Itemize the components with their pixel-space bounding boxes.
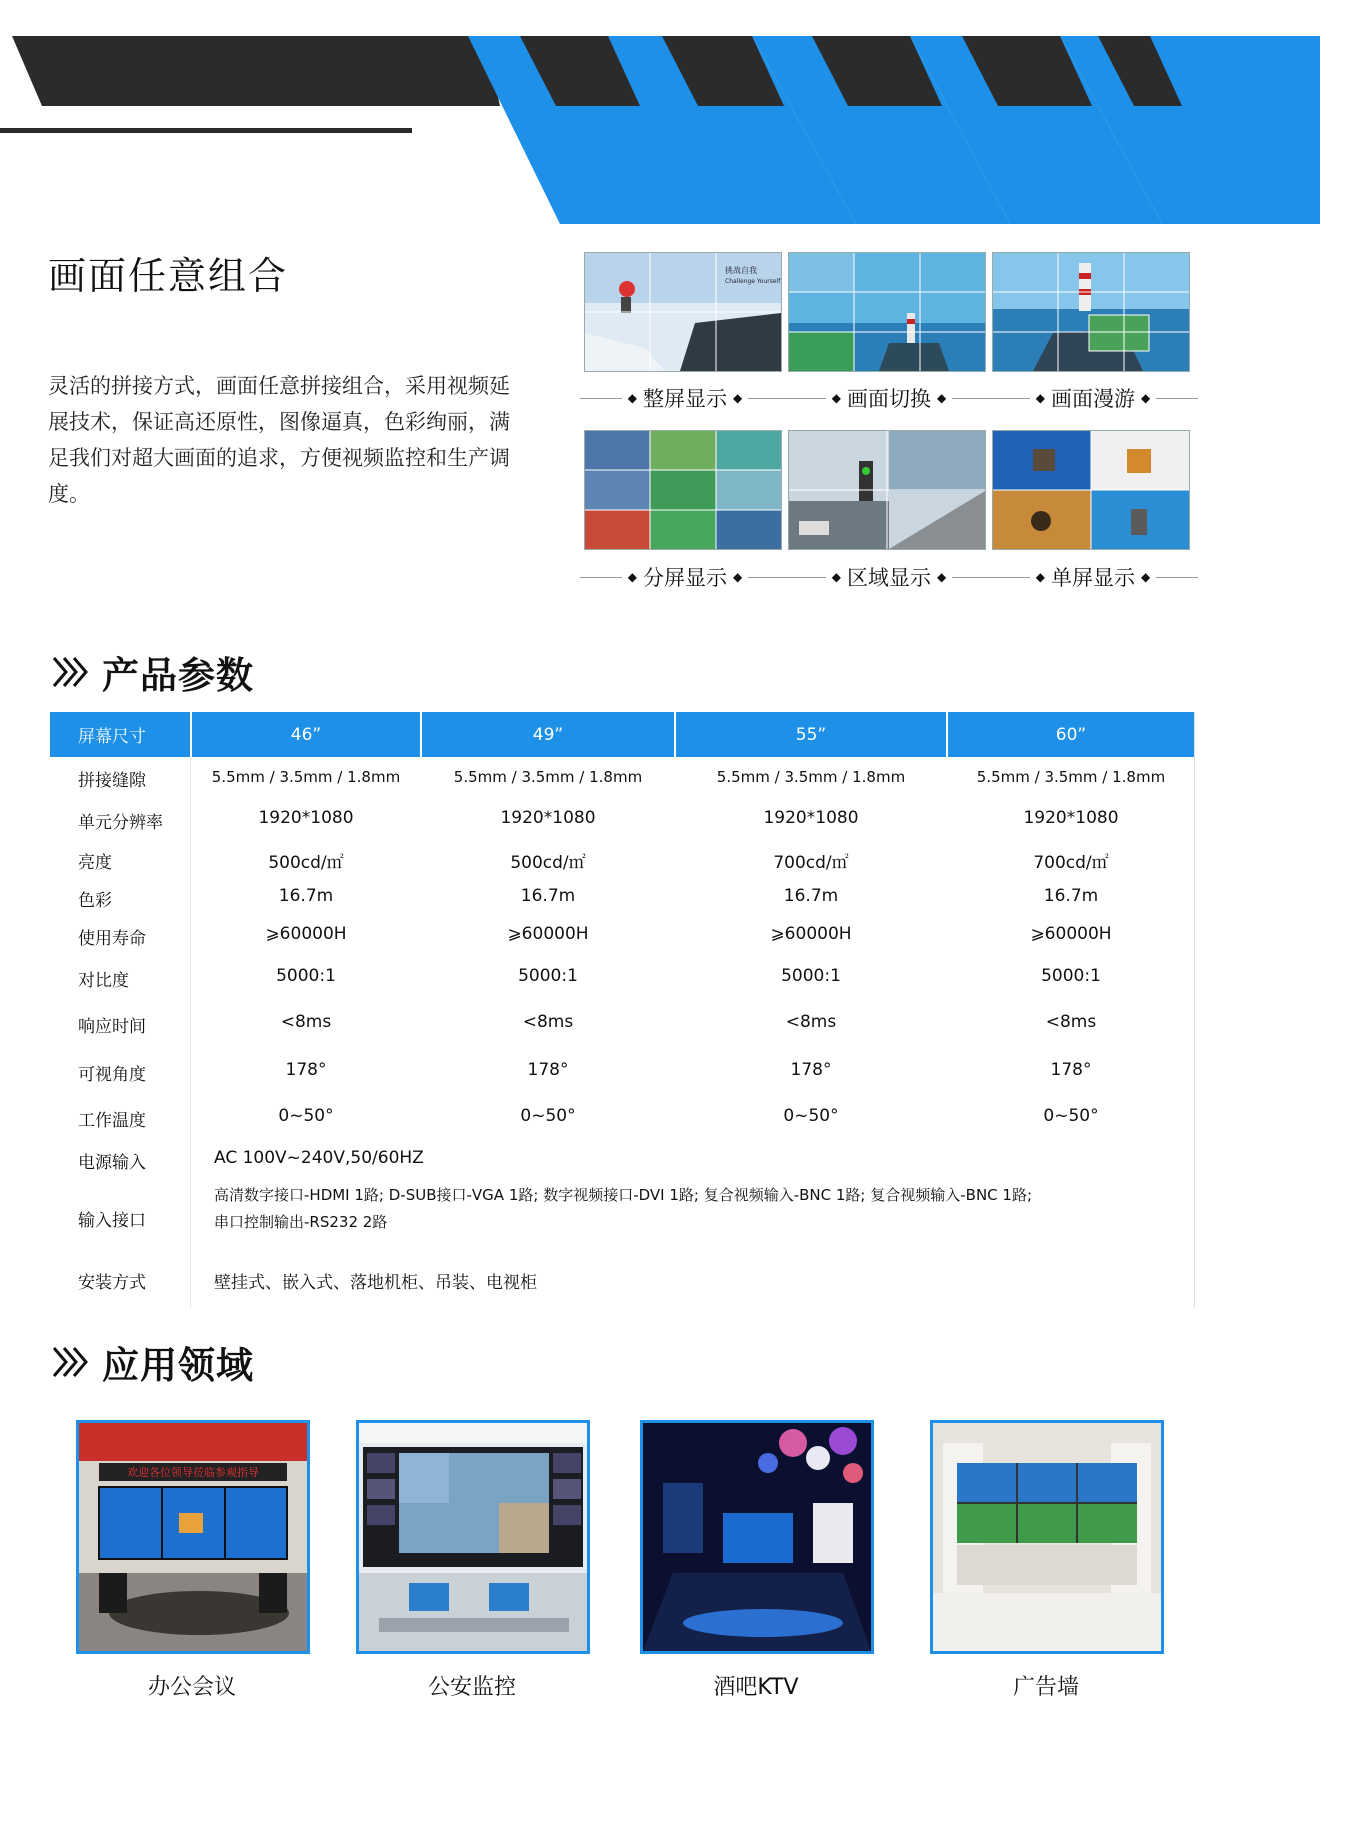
triple-chevron-icon [52, 1344, 92, 1380]
cell: 5000:1 [276, 966, 336, 986]
thumb-full-screen [584, 252, 782, 372]
thumb-picture-switch [788, 252, 986, 372]
cell: 16.7m [1043, 886, 1099, 906]
cell: 500cd/㎡ [268, 853, 344, 873]
app-photo-bar-ktv [640, 1420, 874, 1654]
cell: 5000:1 [1041, 966, 1101, 986]
row-label-power: 电源输入 [78, 1153, 146, 1173]
row-label-working-temp: 工作温度 [78, 1111, 146, 1131]
cell: 1920*1080 [763, 808, 859, 828]
cell: 178° [1050, 1060, 1092, 1080]
ports-line-1: 高清数字接口-HDMI 1路; D-SUB接口-VGA 1路; 数字视频接口-DVI 1路; 复合视频输入-BNC 1路; 复合视频输入-BNC 1路; [214, 1186, 1033, 1204]
install-value: 壁挂式、嵌入式、落地机柜、吊装、电视柜 [214, 1273, 537, 1293]
cell: 700cd/㎡ [773, 853, 849, 873]
spec-header-size-60: 60” [948, 712, 1194, 757]
app-photo-police-monitor [356, 1420, 590, 1654]
intro-description: 灵活的拼接方式，画面任意拼接组合，采用视频延展技术，保证高还原性，图像逼真，色彩绚丽，满足我们对超大画面的追求，方便视频监控和生产调度。 [48, 374, 510, 506]
app-photo-office-meeting [76, 1420, 310, 1654]
thumb-picture-roaming [992, 252, 1190, 372]
thumb-single-screen [992, 430, 1190, 550]
thumb1-caption: 挑战自我 [725, 266, 757, 275]
cell: <8ms [785, 1012, 837, 1032]
cell: 178° [285, 1060, 327, 1080]
cell: 1920*1080 [258, 808, 354, 828]
cell: 700cd/㎡ [1033, 853, 1109, 873]
row-label-install: 安装方式 [78, 1273, 146, 1293]
cell: 178° [527, 1060, 569, 1080]
triple-chevron-icon [52, 654, 92, 690]
power-value: AC 100V~240V,50/60HZ [214, 1148, 424, 1168]
cell: 1920*1080 [500, 808, 596, 828]
intro-title: 画面任意组合 [48, 254, 289, 298]
cell: 16.7m [783, 886, 839, 906]
mode-label-picture-switch: ◆ 画面切换 ◆ [784, 383, 994, 413]
cell: 5.5mm / 3.5mm / 1.8mm [976, 768, 1166, 786]
cell: ⩾60000H [1030, 924, 1112, 944]
row-label-seam: 拼接缝隙 [78, 771, 146, 791]
cell: 0~50° [278, 1106, 334, 1126]
apps-section-header [52, 1335, 254, 1389]
spec-section-header [52, 645, 254, 699]
cell: ⩾60000H [265, 924, 347, 944]
app-label-office-meeting: 办公会议 [147, 1675, 236, 1700]
apps-section-title: 应用领域 [102, 1344, 254, 1387]
thumb1-caption-en: Challenge Yourself [725, 278, 781, 285]
spec-header-size-55: 55” [676, 712, 946, 757]
cell: 5000:1 [518, 966, 578, 986]
row-label-lifespan: 使用寿命 [78, 929, 146, 949]
cell: 0~50° [1043, 1106, 1099, 1126]
app-label-ad-wall: 广告墙 [1012, 1675, 1079, 1700]
cell: 5.5mm / 3.5mm / 1.8mm [716, 768, 906, 786]
mode-label-single-screen: ◆ 单屏显示 ◆ [988, 562, 1198, 592]
cell: 1920*1080 [1023, 808, 1119, 828]
cell: <8ms [280, 1012, 332, 1032]
cell: ⩾60000H [507, 924, 589, 944]
cell: 16.7m [520, 886, 576, 906]
office-banner-text: 欢迎各位领导莅临参观指导 [127, 1466, 259, 1479]
cell: 16.7m [278, 886, 334, 906]
mode-label-area-display: ◆ 区域显示 ◆ [784, 562, 994, 592]
cell: 500cd/㎡ [510, 853, 586, 873]
cell: <8ms [522, 1012, 574, 1032]
cell: 0~50° [520, 1106, 576, 1126]
app-label-police-monitor: 公安监控 [427, 1675, 516, 1700]
cell: ⩾60000H [770, 924, 852, 944]
spec-header-label: 屏幕尺寸 [50, 712, 190, 757]
header-banner [0, 0, 1351, 240]
spec-header-size-46: 46” [192, 712, 420, 757]
cell: 5000:1 [781, 966, 841, 986]
mode-label-full-screen: ◆ 整屏显示 ◆ [580, 383, 790, 413]
spec-section-title: 产品参数 [102, 654, 254, 697]
row-label-response-time: 响应时间 [78, 1017, 146, 1037]
cell: 178° [790, 1060, 832, 1080]
cell: 5.5mm / 3.5mm / 1.8mm [211, 768, 401, 786]
app-photo-ad-wall [930, 1420, 1164, 1654]
thumb-split-screen [584, 430, 782, 550]
cell: 5.5mm / 3.5mm / 1.8mm [453, 768, 643, 786]
cell: 0~50° [783, 1106, 839, 1126]
thumb-area-display [788, 430, 986, 550]
mode-label-picture-roaming: ◆ 画面漫游 ◆ [988, 383, 1198, 413]
spec-table [50, 712, 1195, 1308]
mode-label-split-screen: ◆ 分屏显示 ◆ [580, 562, 790, 592]
row-label-resolution: 单元分辨率 [78, 813, 163, 833]
ports-line-2: 串口控制输出-RS232 2路 [214, 1213, 388, 1231]
app-label-bar-ktv: 酒吧KTV [713, 1675, 799, 1700]
row-label-contrast: 对比度 [78, 971, 129, 991]
spec-header-size-49: 49” [422, 712, 674, 757]
row-label-brightness: 亮度 [78, 853, 112, 873]
row-label-ports: 输入接口 [78, 1211, 146, 1231]
row-label-viewing-angle: 可视角度 [78, 1065, 146, 1085]
cell: <8ms [1045, 1012, 1097, 1032]
row-label-color: 色彩 [78, 891, 112, 911]
